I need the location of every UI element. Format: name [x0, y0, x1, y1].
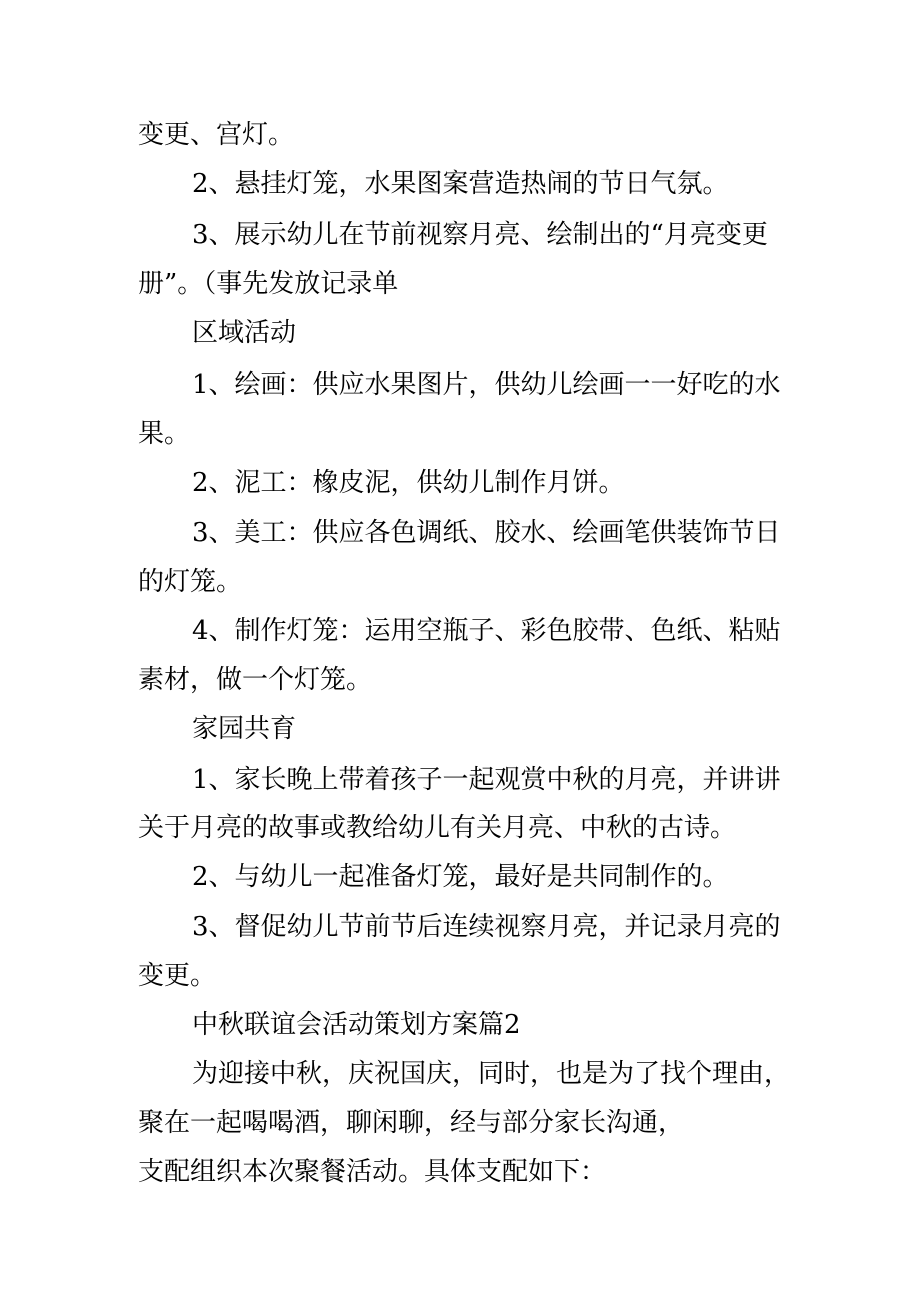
list-item: 3、美工：供应各色调纸、胶水、绘画笔供装饰节日: [192, 518, 781, 548]
text-line: 的灯笼。: [138, 567, 243, 597]
text-line: 关于月亮的故事或教给幼儿有关月亮、中秋的古诗。: [138, 813, 737, 843]
list-item: 1、家长晚上带着孩子一起观赏中秋的月亮，并讲讲: [192, 765, 781, 795]
list-item: 2、泥工：橡皮泥，供幼儿制作月饼。: [192, 468, 625, 498]
list-item: 3、督促幼儿节前节后连续视察月亮，并记录月亮的: [192, 912, 781, 942]
text-line: 册”。（事先发放记录单: [138, 269, 399, 299]
list-item: 3、展示幼儿在节前视察月亮、绘制出的“月亮变更: [192, 220, 768, 250]
list-item: 4、制作灯笼：运用空瓶子、彩色胶带、色纸、粘贴: [192, 616, 781, 646]
text-line: 果。: [138, 419, 191, 449]
text-line: 素材，做一个灯笼。: [138, 665, 373, 695]
text-line: 支配组织本次聚餐活动。具体支配如下：: [138, 1157, 607, 1187]
list-item: 2、与幼儿一起准备灯笼，最好是共同制作的。: [192, 862, 729, 892]
text-line: 聚在一起喝喝酒，聊闲聊，经与部分家长沟通，: [138, 1108, 685, 1138]
section-heading: 中秋联谊会活动策划方案篇2: [192, 1010, 521, 1040]
paragraph-line: 为迎接中秋，庆祝国庆，同时，也是为了找个理由，: [192, 1059, 791, 1089]
list-item: 1、绘画：供应水果图片，供幼儿绘画一一好吃的水: [192, 370, 781, 400]
text-line: 变更。: [138, 961, 217, 991]
section-heading: 家园共育: [192, 714, 297, 744]
text-line: 变更、宫灯。: [138, 120, 295, 150]
section-heading: 区域活动: [192, 318, 297, 348]
list-item: 2、悬挂灯笼，水果图案营造热闹的节日气氛。: [192, 169, 729, 199]
